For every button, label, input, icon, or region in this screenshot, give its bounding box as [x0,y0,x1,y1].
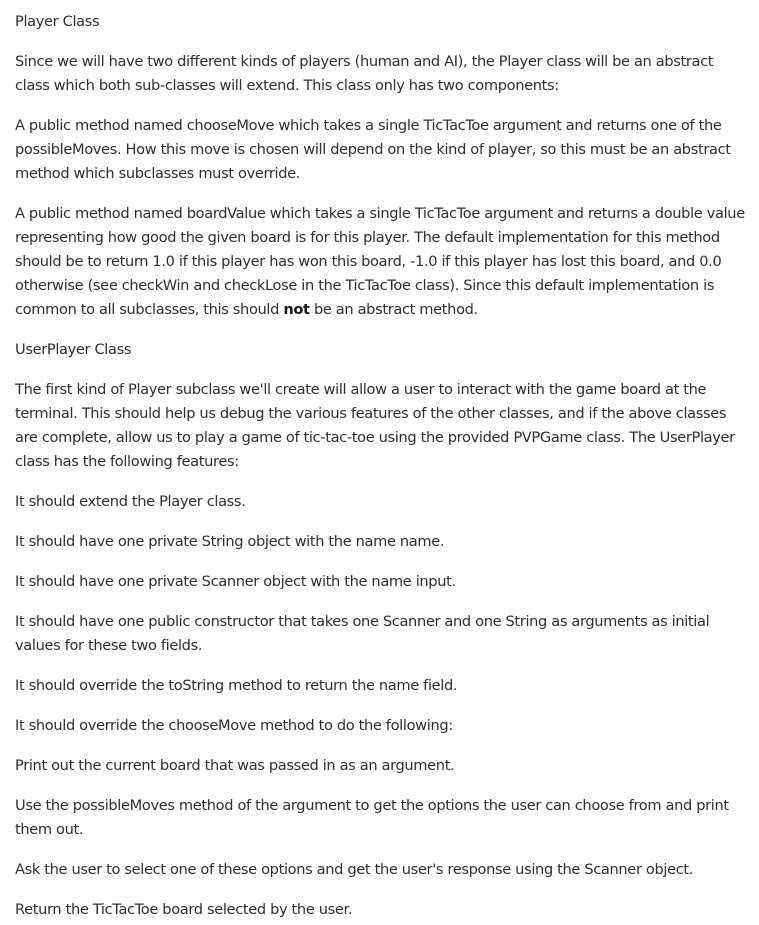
section-heading-player-class: Player Class [15,13,100,30]
paragraph-scanner-field: It should have one private Scanner object with the name input. [15,573,456,590]
paragraph-extend-player: It should extend the Player class. [15,493,246,510]
paragraph-possible-moves: Use the possibleMoves method of the argument to get the options the user can choose from and print them out. [15,797,729,838]
paragraph-constructor: It should have one public constructor that takes one Scanner and one String as arguments as initial values for these two fields. [15,613,710,654]
paragraph-print-board: Print out the current board that was passed in as an argument. [15,757,455,774]
paragraph-choose-move: A public method named chooseMove which takes a single TicTacToe argument and returns one of the possibleMoves. How this move is chosen will depend on the kind of player, so this must be an abstract method which subclasses must override. [15,117,731,182]
paragraph-player-intro: Since we will have two different kinds of players (human and AI), the Player class will be an abstract class which both sub-classes will extend. This class only has two components: [15,53,714,94]
paragraph-override-choose-move: It should override the chooseMove method to do the following: [15,717,453,734]
paragraph-string-field: It should have one private String object with the name name. [15,533,445,550]
paragraph-board-value [15,202,745,322]
paragraph-tostring: It should override the toString method to return the name field. [15,677,458,694]
board-value-text-after: be an abstract method. [309,301,478,318]
emphasis-not: not [283,301,310,318]
paragraph-ask-user: Ask the user to select one of these options and get the user's response using the Scanner object. [15,861,694,878]
board-value-text-before: A public method named boardValue which takes a single TicTacToe argument and returns a double value representing how good the given board is for this player. The default implementation for this method should be to return 1.0 if this player has won this board, -1.0 if this player has lost this board, and 0.0 otherwise (see checkWin and checkLose in the TicTacToe class). Since this default implementation is common to all subclasses, this should [15,205,745,318]
paragraph-userplayer-intro: The first kind of Player subclass we'll create will allow a user to interact with the game board at the terminal. This should help us debug the various features of the other classes, and if the above classes are complete, allow us to play a game of tic-tac-toe using the provided PVPGame class. The UserPlayer class has the following features: [15,381,735,470]
paragraph-return-board: Return the TicTacToe board selected by the user. [15,901,353,918]
section-heading-userplayer-class: UserPlayer Class [15,341,132,358]
